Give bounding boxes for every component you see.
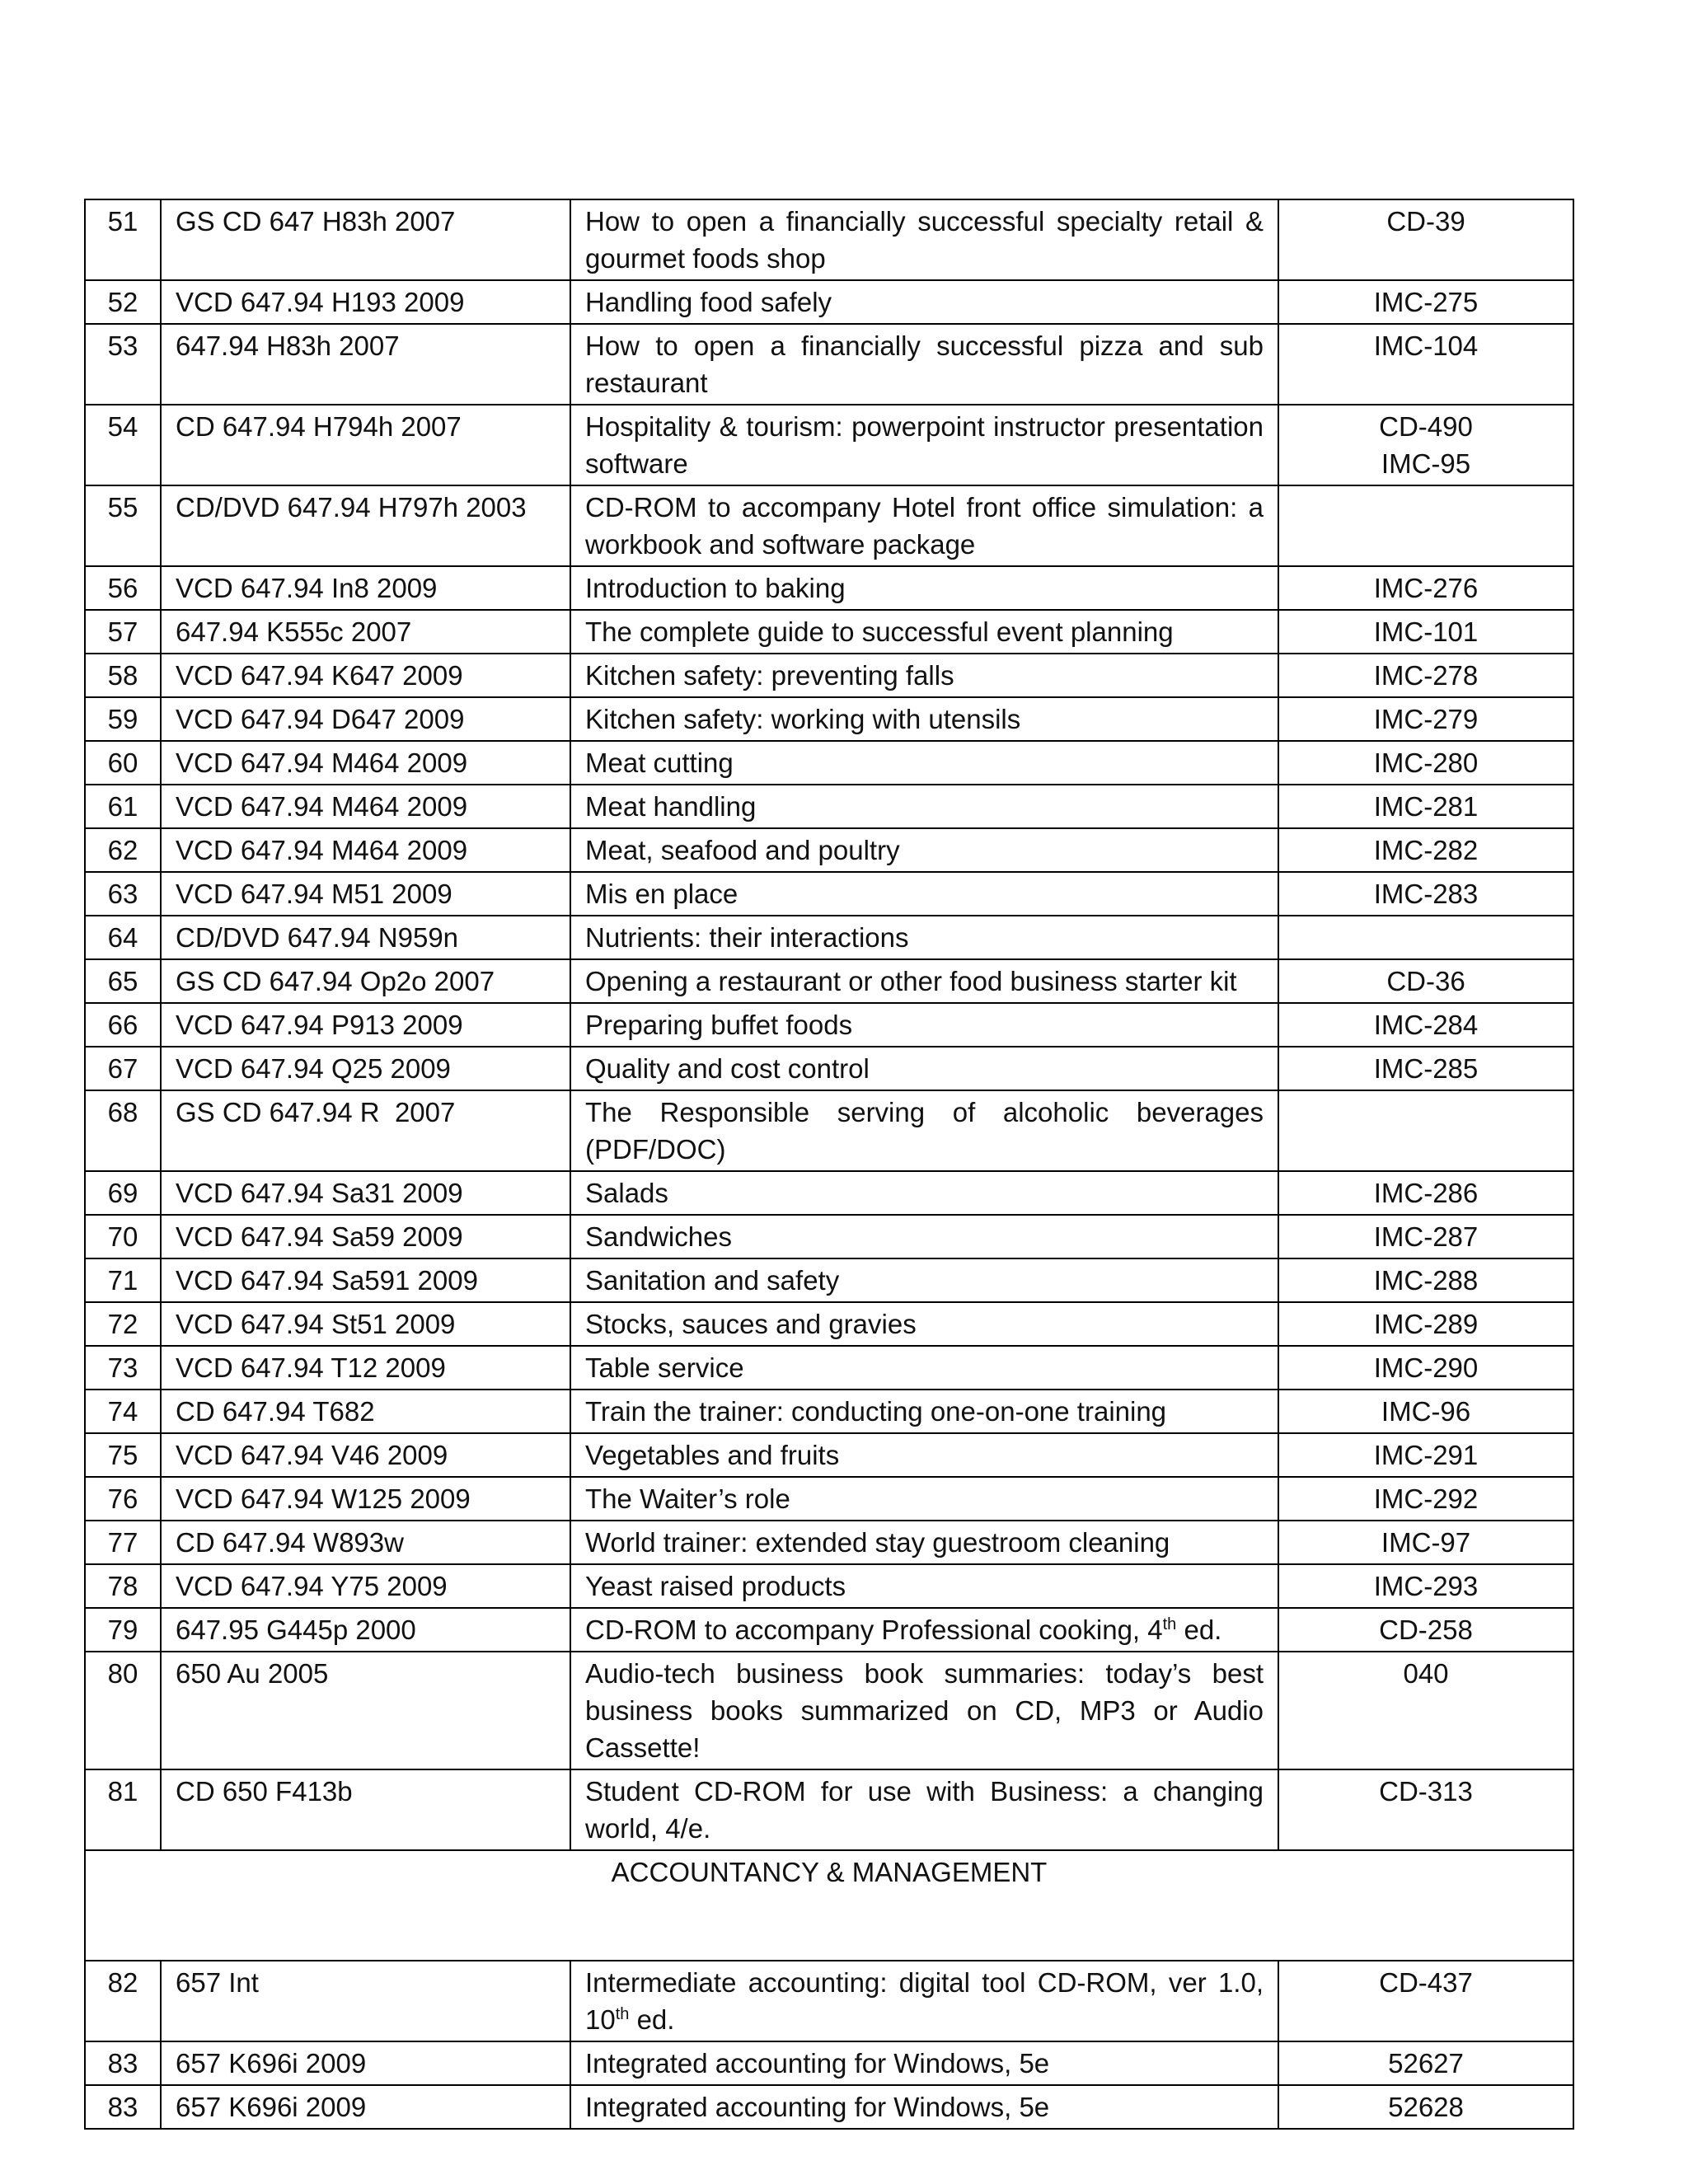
table-row (85, 785, 1573, 828)
accession-code: IMC-293 (1373, 1571, 1479, 1601)
call-number: VCD 647.94 V46 2009 (161, 1433, 570, 1477)
item-title-text: Hospitality & tourism: powerpoint instructor presentation software (585, 411, 1264, 479)
call-number: CD 647.94 T682 (161, 1390, 570, 1433)
call-number: VCD 647.94 T12 2009 (161, 1346, 570, 1390)
row-number: 67 (85, 1047, 161, 1090)
table-row (85, 610, 1573, 654)
accession-number (1278, 280, 1573, 324)
accession-number (1278, 1171, 1573, 1215)
ordinal-superscript: th (1162, 1615, 1177, 1633)
accession-number (1278, 1961, 1573, 2041)
item-title-text: Student CD-ROM for use with Business: a changing world, 4/e. (585, 1776, 1264, 1844)
call-number: VCD 647.94 H193 2009 (161, 280, 570, 324)
accession-code: 52628 (1388, 2092, 1464, 2122)
accession-code: IMC-104 (1373, 330, 1479, 361)
row-number: 61 (85, 785, 161, 828)
accession-number (1278, 1047, 1573, 1090)
table-row (85, 1652, 1573, 1769)
table-row (85, 1433, 1573, 1477)
accession-code: IMC-101 (1373, 616, 1479, 647)
accession-number (1278, 828, 1573, 872)
row-number: 78 (85, 1564, 161, 1608)
item-title (570, 610, 1278, 654)
item-title-text: Meat handling (585, 791, 757, 822)
accession-number (1278, 1433, 1573, 1477)
table-row (85, 872, 1573, 916)
row-number: 56 (85, 566, 161, 610)
call-number: VCD 647.94 St51 2009 (161, 1302, 570, 1346)
catalog-table (84, 199, 1574, 2130)
table-row (85, 1961, 1573, 2041)
accession-code: IMC-96 (1381, 1396, 1471, 1427)
item-title (570, 785, 1278, 828)
accession-number (1278, 1608, 1573, 1652)
item-title (570, 324, 1278, 405)
row-number: 68 (85, 1090, 161, 1171)
item-title (570, 916, 1278, 959)
table-row (85, 566, 1573, 610)
table-row (85, 1215, 1573, 1258)
accession-code: IMC-281 (1373, 791, 1479, 822)
item-title (570, 1608, 1278, 1652)
item-title (570, 828, 1278, 872)
row-number: 74 (85, 1390, 161, 1433)
accession-code: IMC-286 (1373, 1178, 1479, 1208)
table-row (85, 1521, 1573, 1564)
accession-number (1278, 1652, 1573, 1769)
row-number: 64 (85, 916, 161, 959)
row-number: 66 (85, 1003, 161, 1047)
row-number: 69 (85, 1171, 161, 1215)
item-title (570, 1652, 1278, 1769)
item-title (570, 1047, 1278, 1090)
item-title-text: Stocks, sauces and gravies (585, 1309, 917, 1339)
accession-number (1278, 2041, 1573, 2085)
accession-code: IMC-288 (1373, 1265, 1479, 1296)
accession-code: IMC-280 (1373, 748, 1479, 778)
accession-number (1278, 1215, 1573, 1258)
row-number: 65 (85, 959, 161, 1003)
table-row (85, 280, 1573, 324)
item-title (570, 1258, 1278, 1302)
item-title (570, 2041, 1278, 2085)
table-row (85, 2041, 1573, 2085)
accession-number (1278, 741, 1573, 785)
item-title-text: Opening a restaurant or other food business starter kit (585, 966, 1237, 996)
accession-code: IMC-95 (1381, 448, 1471, 479)
accession-code: IMC-290 (1373, 1352, 1479, 1383)
table-row (85, 828, 1573, 872)
accession-code: CD-39 (1386, 206, 1465, 237)
call-number: CD/DVD 647.94 N959n (161, 916, 570, 959)
table-row (85, 959, 1573, 1003)
item-title-text: Intermediate accounting: digital tool CD-ROM, ver 1.0, 10 (585, 1967, 1264, 2035)
call-number: VCD 647.94 D647 2009 (161, 697, 570, 741)
item-title (570, 1433, 1278, 1477)
accession-code: IMC-291 (1373, 1440, 1479, 1470)
row-number: 77 (85, 1521, 161, 1564)
item-title (570, 1171, 1278, 1215)
item-title (570, 485, 1278, 566)
call-number: VCD 647.94 Sa31 2009 (161, 1171, 570, 1215)
accession-number (1278, 485, 1573, 566)
accession-number (1278, 1521, 1573, 1564)
row-number: 62 (85, 828, 161, 872)
accession-number (1278, 324, 1573, 405)
row-number: 58 (85, 654, 161, 697)
call-number: 650 Au 2005 (161, 1652, 570, 1769)
call-number: VCD 647.94 In8 2009 (161, 566, 570, 610)
item-title (570, 1769, 1278, 1850)
table-row (85, 1390, 1573, 1433)
call-number: CD 647.94 W893w (161, 1521, 570, 1564)
accession-code: IMC-287 (1373, 1221, 1479, 1252)
row-number: 83 (85, 2085, 161, 2129)
accession-code: IMC-283 (1373, 879, 1479, 909)
table-row (85, 1302, 1573, 1346)
accession-number (1278, 199, 1573, 280)
table-row (85, 1171, 1573, 1215)
accession-number (1278, 405, 1573, 485)
item-title-text: Quality and cost control (585, 1053, 870, 1084)
table-row (85, 1346, 1573, 1390)
item-title-text: The complete guide to successful event planning (585, 616, 1174, 647)
call-number: GS CD 647.94 Op2o 2007 (161, 959, 570, 1003)
accession-number (1278, 1769, 1573, 1850)
row-number: 60 (85, 741, 161, 785)
item-title (570, 1390, 1278, 1433)
call-number: CD 650 F413b (161, 1769, 570, 1850)
item-title-text: How to open a financially successful pizza and sub restaurant (585, 330, 1264, 398)
accession-code: IMC-97 (1381, 1527, 1471, 1558)
accession-number (1278, 566, 1573, 610)
table-row (85, 1608, 1573, 1652)
call-number: 657 Int (161, 1961, 570, 2041)
catalog-rows-accountancy (85, 1961, 1573, 2129)
call-number: VCD 647.94 Sa59 2009 (161, 1215, 570, 1258)
row-number: 82 (85, 1961, 161, 2041)
accession-number (1278, 1090, 1573, 1171)
accession-number (1278, 654, 1573, 697)
table-row (85, 485, 1573, 566)
call-number: 647.95 G445p 2000 (161, 1608, 570, 1652)
item-title-text: Kitchen safety: working with utensils (585, 704, 1021, 734)
accession-code: IMC-279 (1373, 704, 1479, 734)
table-row (85, 405, 1573, 485)
table-row (85, 1047, 1573, 1090)
call-number: VCD 647.94 Sa591 2009 (161, 1258, 570, 1302)
call-number: VCD 647.94 K647 2009 (161, 654, 570, 697)
item-title (570, 1477, 1278, 1521)
table-row (85, 1769, 1573, 1850)
accession-number (1278, 916, 1573, 959)
accession-number (1278, 610, 1573, 654)
call-number: VCD 647.94 M464 2009 (161, 828, 570, 872)
item-title-text: Meat cutting (585, 748, 734, 778)
item-title (570, 1215, 1278, 1258)
accession-number (1278, 785, 1573, 828)
table-row (85, 1003, 1573, 1047)
accession-code: IMC-285 (1373, 1053, 1479, 1084)
row-number: 81 (85, 1769, 161, 1850)
item-title-suffix: ed. (1176, 1615, 1222, 1645)
item-title (570, 1564, 1278, 1608)
ordinal-superscript: th (615, 2005, 630, 2023)
item-title (570, 1521, 1278, 1564)
call-number: 647.94 H83h 2007 (161, 324, 570, 405)
accession-code: CD-36 (1386, 966, 1465, 996)
row-number: 71 (85, 1258, 161, 1302)
row-number: 76 (85, 1477, 161, 1521)
accession-number (1278, 872, 1573, 916)
item-title (570, 697, 1278, 741)
call-number: CD 647.94 H794h 2007 (161, 405, 570, 485)
call-number: VCD 647.94 Y75 2009 (161, 1564, 570, 1608)
item-title (570, 405, 1278, 485)
row-number: 79 (85, 1608, 161, 1652)
call-number: 657 K696i 2009 (161, 2041, 570, 2085)
row-number: 52 (85, 280, 161, 324)
accession-code: 52627 (1388, 2048, 1464, 2079)
table-row (85, 1090, 1573, 1171)
item-title-text: CD-ROM to accompany Professional cooking, 4 (585, 1615, 1163, 1645)
item-title-text: Mis en place (585, 879, 738, 909)
item-title (570, 566, 1278, 610)
item-title-text: Introduction to baking (585, 573, 846, 603)
table-row (85, 654, 1573, 697)
item-title-text: Yeast raised products (585, 1571, 846, 1601)
call-number: VCD 647.94 Q25 2009 (161, 1047, 570, 1090)
item-title-text: Integrated accounting for Windows, 5e (585, 2092, 1050, 2122)
accession-code: IMC-278 (1373, 660, 1479, 691)
item-title (570, 1346, 1278, 1390)
catalog-rows-hospitality (85, 199, 1573, 1850)
item-title-text: Table service (585, 1352, 744, 1383)
accession-number (1278, 1003, 1573, 1047)
accession-code: IMC-292 (1373, 1483, 1479, 1514)
item-title-text: The Waiter’s role (585, 1483, 790, 1514)
item-title (570, 1961, 1278, 2041)
accession-number (1278, 959, 1573, 1003)
section-heading: ACCOUNTANCY & MANAGEMENT (85, 1850, 1573, 1961)
table-row (85, 324, 1573, 405)
row-number: 59 (85, 697, 161, 741)
call-number: VCD 647.94 W125 2009 (161, 1477, 570, 1521)
item-title (570, 872, 1278, 916)
accession-code: IMC-284 (1373, 1010, 1479, 1040)
item-title-text: Meat, seafood and poultry (585, 835, 900, 865)
item-title-text: Handling food safely (585, 287, 832, 317)
item-title-text: Audio-tech business book summaries: today’s best business books summarized on CD, MP3 or Audio Cassette! (585, 1658, 1264, 1763)
table-row (85, 199, 1573, 280)
item-title (570, 280, 1278, 324)
call-number: VCD 647.94 M464 2009 (161, 785, 570, 828)
item-title-text: World trainer: extended stay guestroom cleaning (585, 1527, 1170, 1558)
item-title-text: Sanitation and safety (585, 1265, 840, 1296)
item-title (570, 1090, 1278, 1171)
item-title (570, 959, 1278, 1003)
row-number: 53 (85, 324, 161, 405)
item-title-text: Train the trainer: conducting one-on-one training (585, 1396, 1167, 1427)
table-row (85, 1477, 1573, 1521)
table-row (85, 2085, 1573, 2129)
item-title (570, 2085, 1278, 2129)
accession-code: CD-490 (1379, 411, 1473, 442)
accession-number (1278, 1346, 1573, 1390)
item-title-text: Vegetables and fruits (585, 1440, 840, 1470)
call-number: CD/DVD 647.94 H797h 2003 (161, 485, 570, 566)
item-title (570, 654, 1278, 697)
table-row (85, 916, 1573, 959)
item-title (570, 1003, 1278, 1047)
accession-code: CD-437 (1379, 1967, 1473, 1998)
accession-code: 040 (1403, 1658, 1449, 1689)
accession-code: IMC-289 (1373, 1309, 1479, 1339)
accession-number (1278, 1477, 1573, 1521)
row-number: 51 (85, 199, 161, 280)
accession-number (1278, 1302, 1573, 1346)
accession-code: CD-258 (1379, 1615, 1473, 1645)
accession-number (1278, 2085, 1573, 2129)
accession-code: IMC-276 (1373, 573, 1479, 603)
table-row (85, 1258, 1573, 1302)
item-title-text: Integrated accounting for Windows, 5e (585, 2048, 1050, 2079)
item-title-text: CD-ROM to accompany Hotel front office simulation: a workbook and software package (585, 492, 1264, 560)
accession-code: CD-313 (1379, 1776, 1473, 1807)
item-title-text: Sandwiches (585, 1221, 732, 1252)
section-row (85, 1850, 1573, 1961)
call-number: VCD 647.94 M464 2009 (161, 741, 570, 785)
item-title-text: Kitchen safety: preventing falls (585, 660, 954, 691)
call-number: GS CD 647.94 R 2007 (161, 1090, 570, 1171)
item-title-text: Nutrients: their interactions (585, 922, 909, 953)
row-number: 55 (85, 485, 161, 566)
row-number: 72 (85, 1302, 161, 1346)
item-title (570, 1302, 1278, 1346)
item-title-text: How to open a financially successful specialty retail & gourmet foods shop (585, 206, 1264, 274)
accession-number (1278, 1390, 1573, 1433)
item-title-text: Salads (585, 1178, 668, 1208)
item-title (570, 741, 1278, 785)
item-title-text: The Responsible serving of alcoholic beverages (PDF/DOC) (585, 1097, 1264, 1165)
row-number: 54 (85, 405, 161, 485)
accession-number (1278, 697, 1573, 741)
item-title-text: Preparing buffet foods (585, 1010, 853, 1040)
row-number: 80 (85, 1652, 161, 1769)
table-row (85, 741, 1573, 785)
call-number: VCD 647.94 M51 2009 (161, 872, 570, 916)
table-row (85, 1564, 1573, 1608)
item-title (570, 199, 1278, 280)
row-number: 70 (85, 1215, 161, 1258)
call-number: VCD 647.94 P913 2009 (161, 1003, 570, 1047)
accession-number (1278, 1258, 1573, 1302)
row-number: 83 (85, 2041, 161, 2085)
call-number: 647.94 K555c 2007 (161, 610, 570, 654)
accession-code: IMC-275 (1373, 287, 1479, 317)
row-number: 73 (85, 1346, 161, 1390)
row-number: 63 (85, 872, 161, 916)
item-title-suffix: ed. (629, 2004, 675, 2035)
call-number: 657 K696i 2009 (161, 2085, 570, 2129)
accession-number (1278, 1564, 1573, 1608)
accession-code: IMC-282 (1373, 835, 1479, 865)
row-number: 75 (85, 1433, 161, 1477)
call-number: GS CD 647 H83h 2007 (161, 199, 570, 280)
table-row (85, 697, 1573, 741)
row-number: 57 (85, 610, 161, 654)
